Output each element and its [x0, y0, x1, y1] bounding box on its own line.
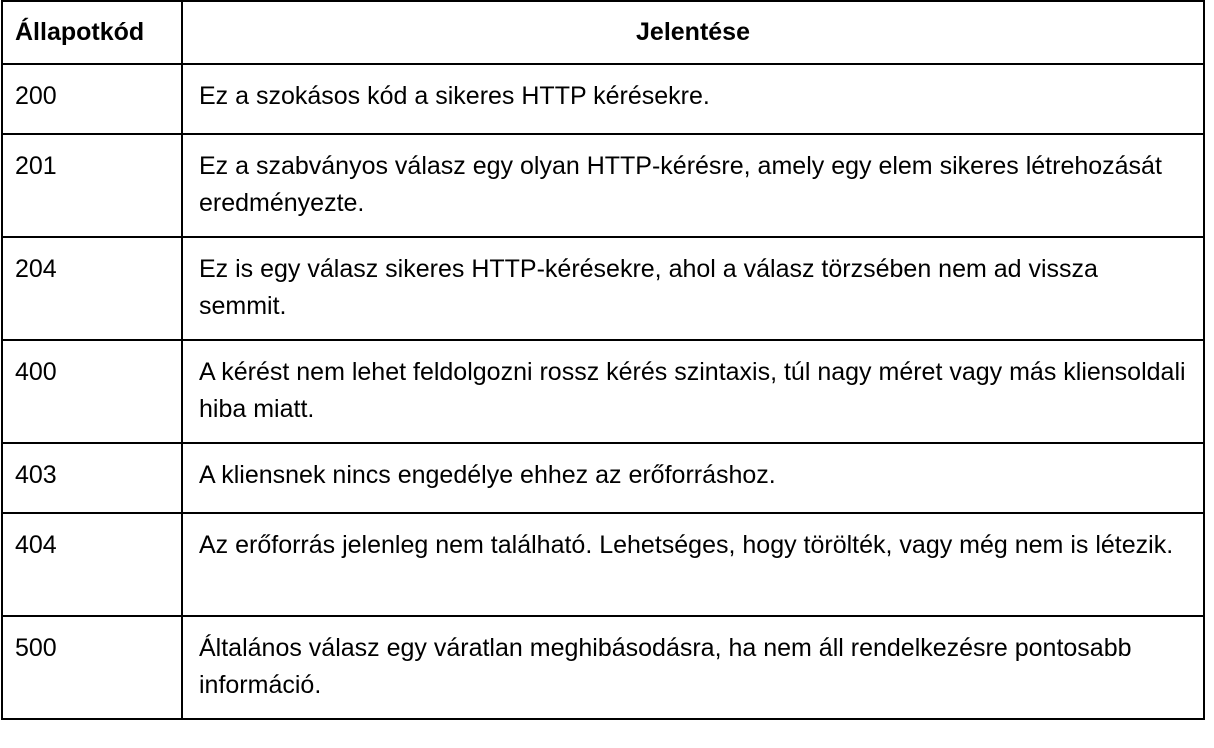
meaning-cell: Ez a szokásos kód a sikeres HTTP kérésekre. [182, 64, 1204, 134]
table-row [2, 64, 1204, 134]
meaning-cell: Ez a szabványos válasz egy olyan HTTP-kérésre, amely egy elem sikeres létrehozását eredményezte. [182, 134, 1204, 237]
status-code-cell: 400 [2, 340, 182, 443]
table-row [2, 513, 1204, 616]
meaning-cell: A kérést nem lehet feldolgozni rossz kérés szintaxis, túl nagy méret vagy más kliensoldali hiba miatt. [182, 340, 1204, 443]
status-code-cell: 403 [2, 443, 182, 513]
table-row [2, 134, 1204, 237]
status-code-table-container [1, 0, 1212, 720]
status-code-cell: 204 [2, 237, 182, 340]
meaning-cell: Általános válasz egy váratlan meghibásodásra, ha nem áll rendelkezésre pontosabb információ. [182, 616, 1204, 719]
status-code-cell: 500 [2, 616, 182, 719]
table-row [2, 443, 1204, 513]
status-code-cell: 200 [2, 64, 182, 134]
table-row [2, 340, 1204, 443]
meaning-cell: A kliensnek nincs engedélye ehhez az erőforráshoz. [182, 443, 1204, 513]
meaning-cell: Az erőforrás jelenleg nem található. Lehetséges, hogy törölték, vagy még nem is létezik. [182, 513, 1204, 616]
header-status-code: Állapotkód [2, 1, 182, 64]
table-header-row [2, 1, 1204, 64]
status-code-cell: 404 [2, 513, 182, 616]
table-row [2, 616, 1204, 719]
status-code-table [1, 0, 1205, 720]
meaning-cell: Ez is egy válasz sikeres HTTP-kérésekre, ahol a válasz törzsében nem ad vissza semmit. [182, 237, 1204, 340]
status-code-cell: 201 [2, 134, 182, 237]
header-meaning: Jelentése [182, 1, 1204, 64]
table-row [2, 237, 1204, 340]
